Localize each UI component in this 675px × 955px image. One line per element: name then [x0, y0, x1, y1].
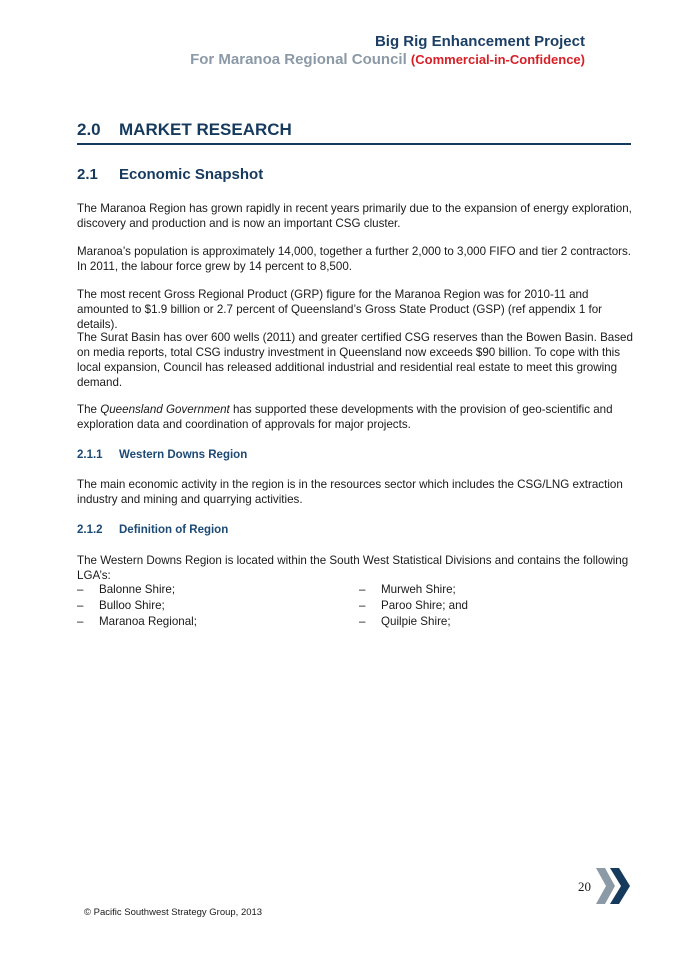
text-rest: has supported these developments with the provision of geo-scientific and exploration data and coordination of approvals for major projects.	[77, 403, 613, 431]
paragraph-growth: The Maranoa Region has grown rapidly in recent years primarily due to the expansion of energy exploration, discovery and production and is now an important CSG cluster.	[77, 202, 632, 230]
text-lead: The	[77, 403, 101, 416]
dash-bullet: –	[359, 599, 366, 612]
paragraph-population: Maranoa’s population is approximately 14,000, together a further 2,000 to 3,000 FIFO and tier 2 contractors. In 2011, the labour force grew by 14 percent to 8,500.	[77, 245, 632, 273]
list-item	[77, 582, 197, 598]
paragraph-queensland-government	[77, 402, 637, 432]
subsection-number: 2.1	[77, 166, 98, 183]
dash-bullet: –	[359, 615, 366, 628]
list-item-text: Quilpie Shire;	[381, 615, 451, 628]
section-heading	[77, 120, 631, 145]
client-name: For Maranoa Regional Council	[190, 51, 407, 68]
heading-title: Western Downs Region	[119, 449, 248, 461]
section-number: 2.0	[77, 120, 101, 139]
copyright-footer: © Pacific Southwest Strategy Group, 2013	[84, 907, 263, 918]
confidentiality-label: (Commercial-in-Confidence)	[410, 52, 585, 67]
text-italic: Queensland Government	[100, 403, 230, 416]
double-chevron-icon	[594, 866, 634, 906]
dash-bullet: –	[359, 583, 366, 596]
heading-number: 2.1.2	[77, 524, 103, 536]
paragraph-economic-activity: The main economic activity in the region is in the resources sector which includes the CSG/LNG extraction industry and mining and quarrying activities.	[77, 478, 623, 506]
heading-number: 2.1.1	[77, 449, 103, 461]
paragraph-surat-basin: The Surat Basin has over 600 wells (2011) and greater certified CSG reserves than the Bowen Basin. Based on media reports, total CSG industry investment in Queensland now exceeds $90 billion. To cope with this local expansion, Council has released additional industrial and residential real estate to meet this growing demand.	[77, 331, 633, 389]
paragraph-grp: The most recent Gross Regional Product (GRP) figure for the Maranoa Region was for 2010-11 and amounted to $1.9 billion or 2.7 percent of Queensland’s Gross State Product (GSP) (ref appendix 1 for details).	[77, 288, 603, 331]
client-subtitle	[190, 51, 585, 69]
project-title: Big Rig Enhancement Project	[374, 33, 585, 50]
document-header	[190, 33, 585, 69]
chevron-light-icon	[596, 868, 615, 904]
heading-title: Definition of Region	[119, 524, 229, 536]
list-item-text: Maranoa Regional;	[99, 615, 197, 628]
list-item-text: Paroo Shire; and	[381, 599, 469, 612]
dash-bullet: –	[77, 599, 84, 612]
list-item-text: Balonne Shire;	[99, 583, 176, 596]
section-title: MARKET RESEARCH	[119, 120, 292, 139]
lga-list-right-column	[359, 582, 468, 630]
page-number: 20	[578, 879, 591, 894]
list-item-text: Murweh Shire;	[381, 583, 456, 596]
list-item	[359, 614, 468, 630]
subsubsection-heading-western-downs	[77, 449, 247, 461]
lga-list-left-column	[77, 582, 197, 630]
list-item	[359, 582, 468, 598]
dash-bullet: –	[77, 583, 84, 596]
list-item	[77, 598, 197, 614]
paragraph-region-definition: The Western Downs Region is located within the South West Statistical Divisions and contains the following LGA’s:	[77, 554, 629, 582]
list-item-text: Bulloo Shire;	[99, 599, 165, 612]
list-item	[359, 598, 468, 614]
list-item	[77, 614, 197, 630]
dash-bullet: –	[77, 615, 84, 628]
subsection-title: Economic Snapshot	[119, 166, 264, 183]
subsubsection-heading-definition	[77, 524, 228, 536]
subsection-heading	[77, 166, 263, 183]
